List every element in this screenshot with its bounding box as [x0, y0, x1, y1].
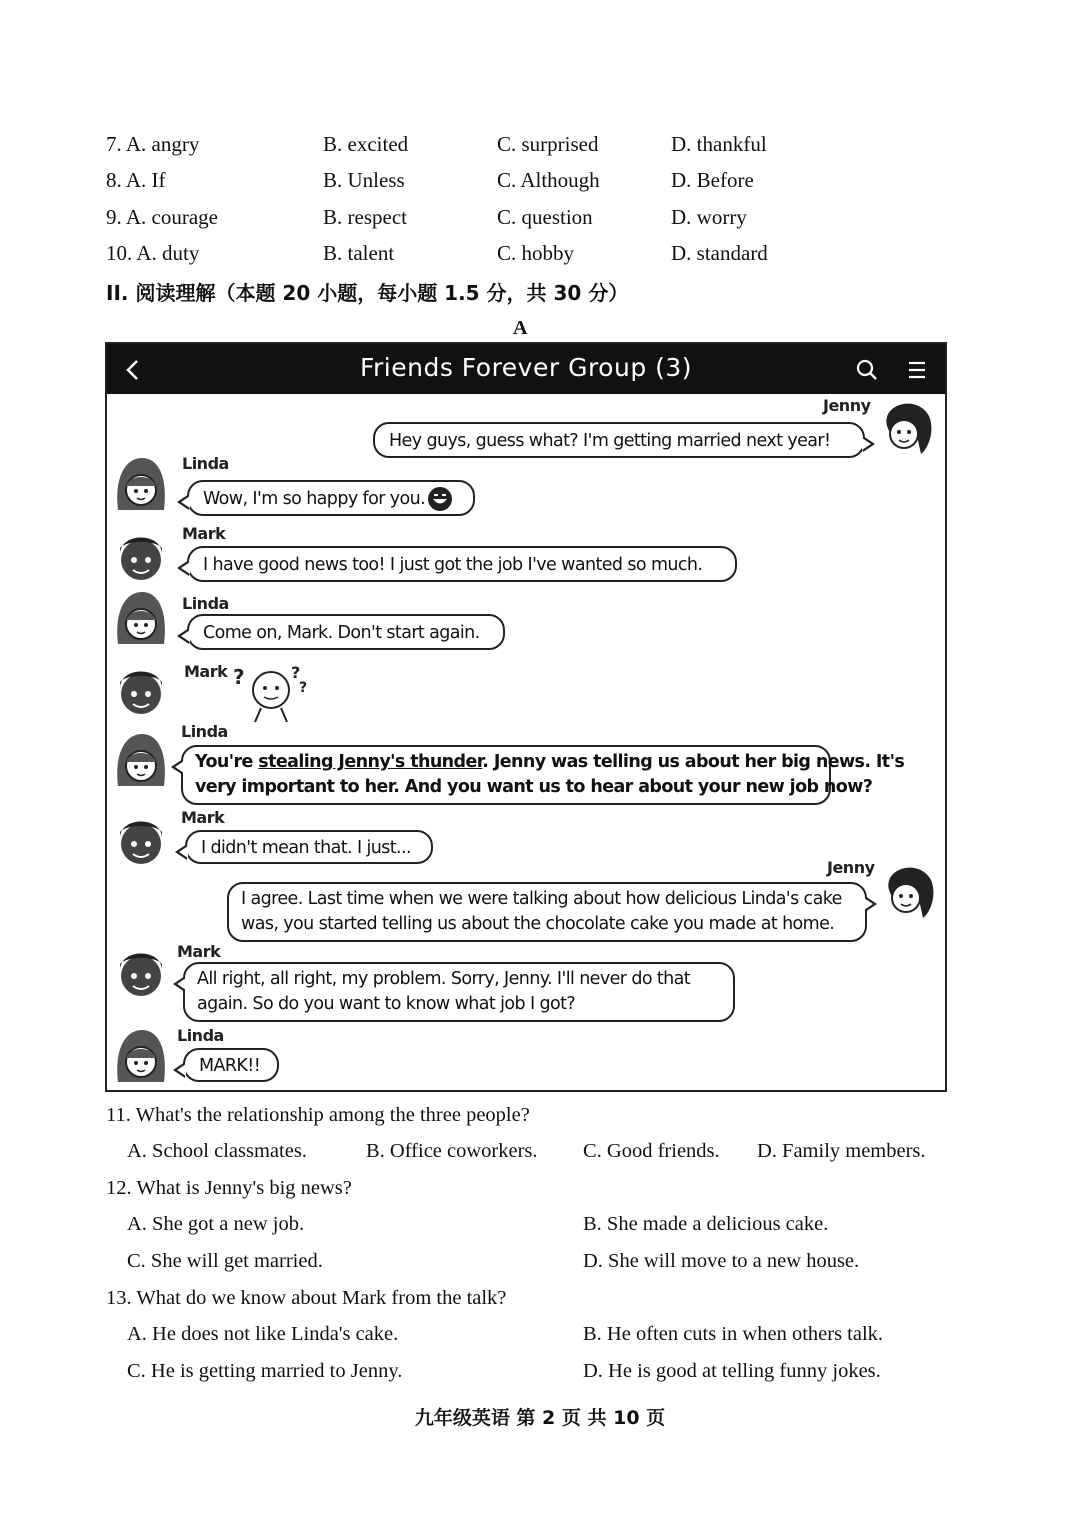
mark-avatar-icon	[112, 526, 170, 588]
message-text: You're	[195, 752, 259, 772]
linda-avatar-icon	[112, 732, 170, 794]
option-b: B. Office coworkers.	[366, 1140, 538, 1162]
page-footer: 九年级英语 第 2 页 共 10 页	[414, 1407, 666, 1429]
message-text: very important to her. And you want us to hear about your new job now?	[195, 777, 873, 797]
option-d: D. He is good at telling funny jokes.	[583, 1360, 881, 1382]
option-c: C. surprised	[497, 132, 599, 156]
sender-name: Mark	[181, 808, 225, 827]
option-c: C. She will get married.	[127, 1250, 323, 1272]
option-d: D. worry	[671, 205, 747, 229]
message-bubble	[227, 882, 867, 942]
option-row-9	[0, 205, 1080, 235]
option-b: B. respect	[323, 205, 407, 229]
chat-window	[105, 342, 947, 1092]
message-text: Hey guys, guess what? I'm getting married next year!	[389, 431, 831, 451]
jenny-avatar-icon	[879, 860, 937, 922]
linda-avatar-icon	[112, 456, 170, 518]
option-d: D. standard	[671, 241, 768, 265]
option-b: B. He often cuts in when others talk.	[583, 1323, 884, 1345]
linda-avatar-icon	[112, 590, 170, 652]
option-a: A. School classmates.	[127, 1140, 307, 1162]
option-row-8	[0, 168, 1080, 198]
message-bubble	[187, 614, 505, 650]
message-bubble	[181, 745, 905, 805]
option-a: 9. A. courage	[106, 205, 218, 229]
option-d: D. thankful	[671, 132, 767, 156]
message-text: Wow, I'm so happy for you.	[203, 489, 426, 509]
option-row-10	[0, 241, 1080, 271]
question-stem: 13. What do we know about Mark from the talk?	[106, 1287, 507, 1309]
sender-name: Linda	[177, 1026, 224, 1045]
option-row-7	[0, 132, 1080, 162]
option-a: 7. A. angry	[106, 132, 200, 156]
chat-title: Friends Forever Group (3)	[359, 353, 693, 382]
option-a: 8. A. If	[106, 168, 166, 192]
section-heading: II. 阅读理解（本题 20 小题，每小题 1.5 分，共 30 分）	[106, 281, 629, 305]
search-icon[interactable]	[853, 356, 881, 384]
question-stem: 11. What's the relationship among the three people?	[106, 1104, 530, 1126]
svg-text:?: ?	[233, 665, 245, 689]
message-bubble	[183, 1048, 279, 1082]
svg-text:?: ?	[299, 680, 308, 696]
message-text: I didn't mean that. I just...	[201, 838, 411, 858]
option-b: B. talent	[323, 241, 395, 265]
sender-name: Linda	[182, 454, 229, 473]
linda-avatar-icon	[112, 1028, 170, 1090]
option-b: B. She made a delicious cake.	[583, 1213, 829, 1235]
emoji-icon	[427, 486, 453, 512]
option-c: C. hobby	[497, 241, 575, 265]
jenny-avatar-icon	[877, 396, 935, 458]
message-text: . Jenny was telling us about her big news. It's	[482, 752, 905, 772]
option-d: D. Before	[671, 168, 754, 192]
option-a: A. She got a new job.	[127, 1213, 305, 1235]
option-a: A. He does not like Linda's cake.	[127, 1323, 399, 1345]
message-text: I agree. Last time when we were talking about how delicious Linda's cake	[241, 889, 842, 909]
message-text: I have good news too! I just got the job I've wanted so much.	[203, 555, 703, 575]
sender-name: Linda	[182, 594, 229, 613]
message-text: was, you started telling us about the chocolate cake you made at home.	[241, 914, 835, 934]
sender-name: Jenny	[823, 396, 871, 415]
option-c: C. question	[497, 205, 593, 229]
section-letter: A	[513, 317, 528, 339]
option-a: 10. A. duty	[106, 241, 200, 265]
message-bubble	[185, 830, 433, 864]
message-bubble	[187, 546, 737, 582]
sender-name: Jenny	[827, 858, 875, 877]
sender-name: Mark	[184, 662, 228, 681]
mark-avatar-icon	[112, 660, 170, 722]
message-text: All right, all right, my problem. Sorry, Jenny. I'll never do that	[197, 969, 691, 989]
svg-text:?: ?	[291, 663, 301, 682]
menu-icon[interactable]	[903, 356, 931, 384]
message-text: MARK!!	[199, 1056, 261, 1076]
sender-name: Linda	[181, 722, 228, 741]
option-c: C. Although	[497, 168, 600, 192]
option-c: C. Good friends.	[583, 1140, 720, 1162]
message-bubble	[373, 422, 865, 458]
mark-avatar-icon	[112, 942, 170, 1004]
sender-name: Mark	[177, 942, 221, 961]
option-d: D. She will move to a new house.	[583, 1250, 860, 1272]
underlined-phrase: stealing Jenny's thunder	[258, 752, 483, 772]
option-d: D. Family members.	[757, 1140, 926, 1162]
message-text: Come on, Mark. Don't start again.	[203, 623, 480, 643]
sender-name: Mark	[182, 524, 226, 543]
chat-header	[107, 344, 945, 394]
mark-avatar-icon	[112, 810, 170, 872]
option-b: B. excited	[323, 132, 409, 156]
message-bubble	[187, 480, 475, 516]
option-b: B. Unless	[323, 168, 405, 192]
message-text: again. So do you want to know what job I got?	[197, 994, 576, 1014]
option-c: C. He is getting married to Jenny.	[127, 1360, 403, 1382]
message-bubble	[183, 962, 735, 1022]
question-stem: 12. What is Jenny's big news?	[106, 1177, 352, 1199]
confused-sticker-icon	[231, 662, 313, 724]
